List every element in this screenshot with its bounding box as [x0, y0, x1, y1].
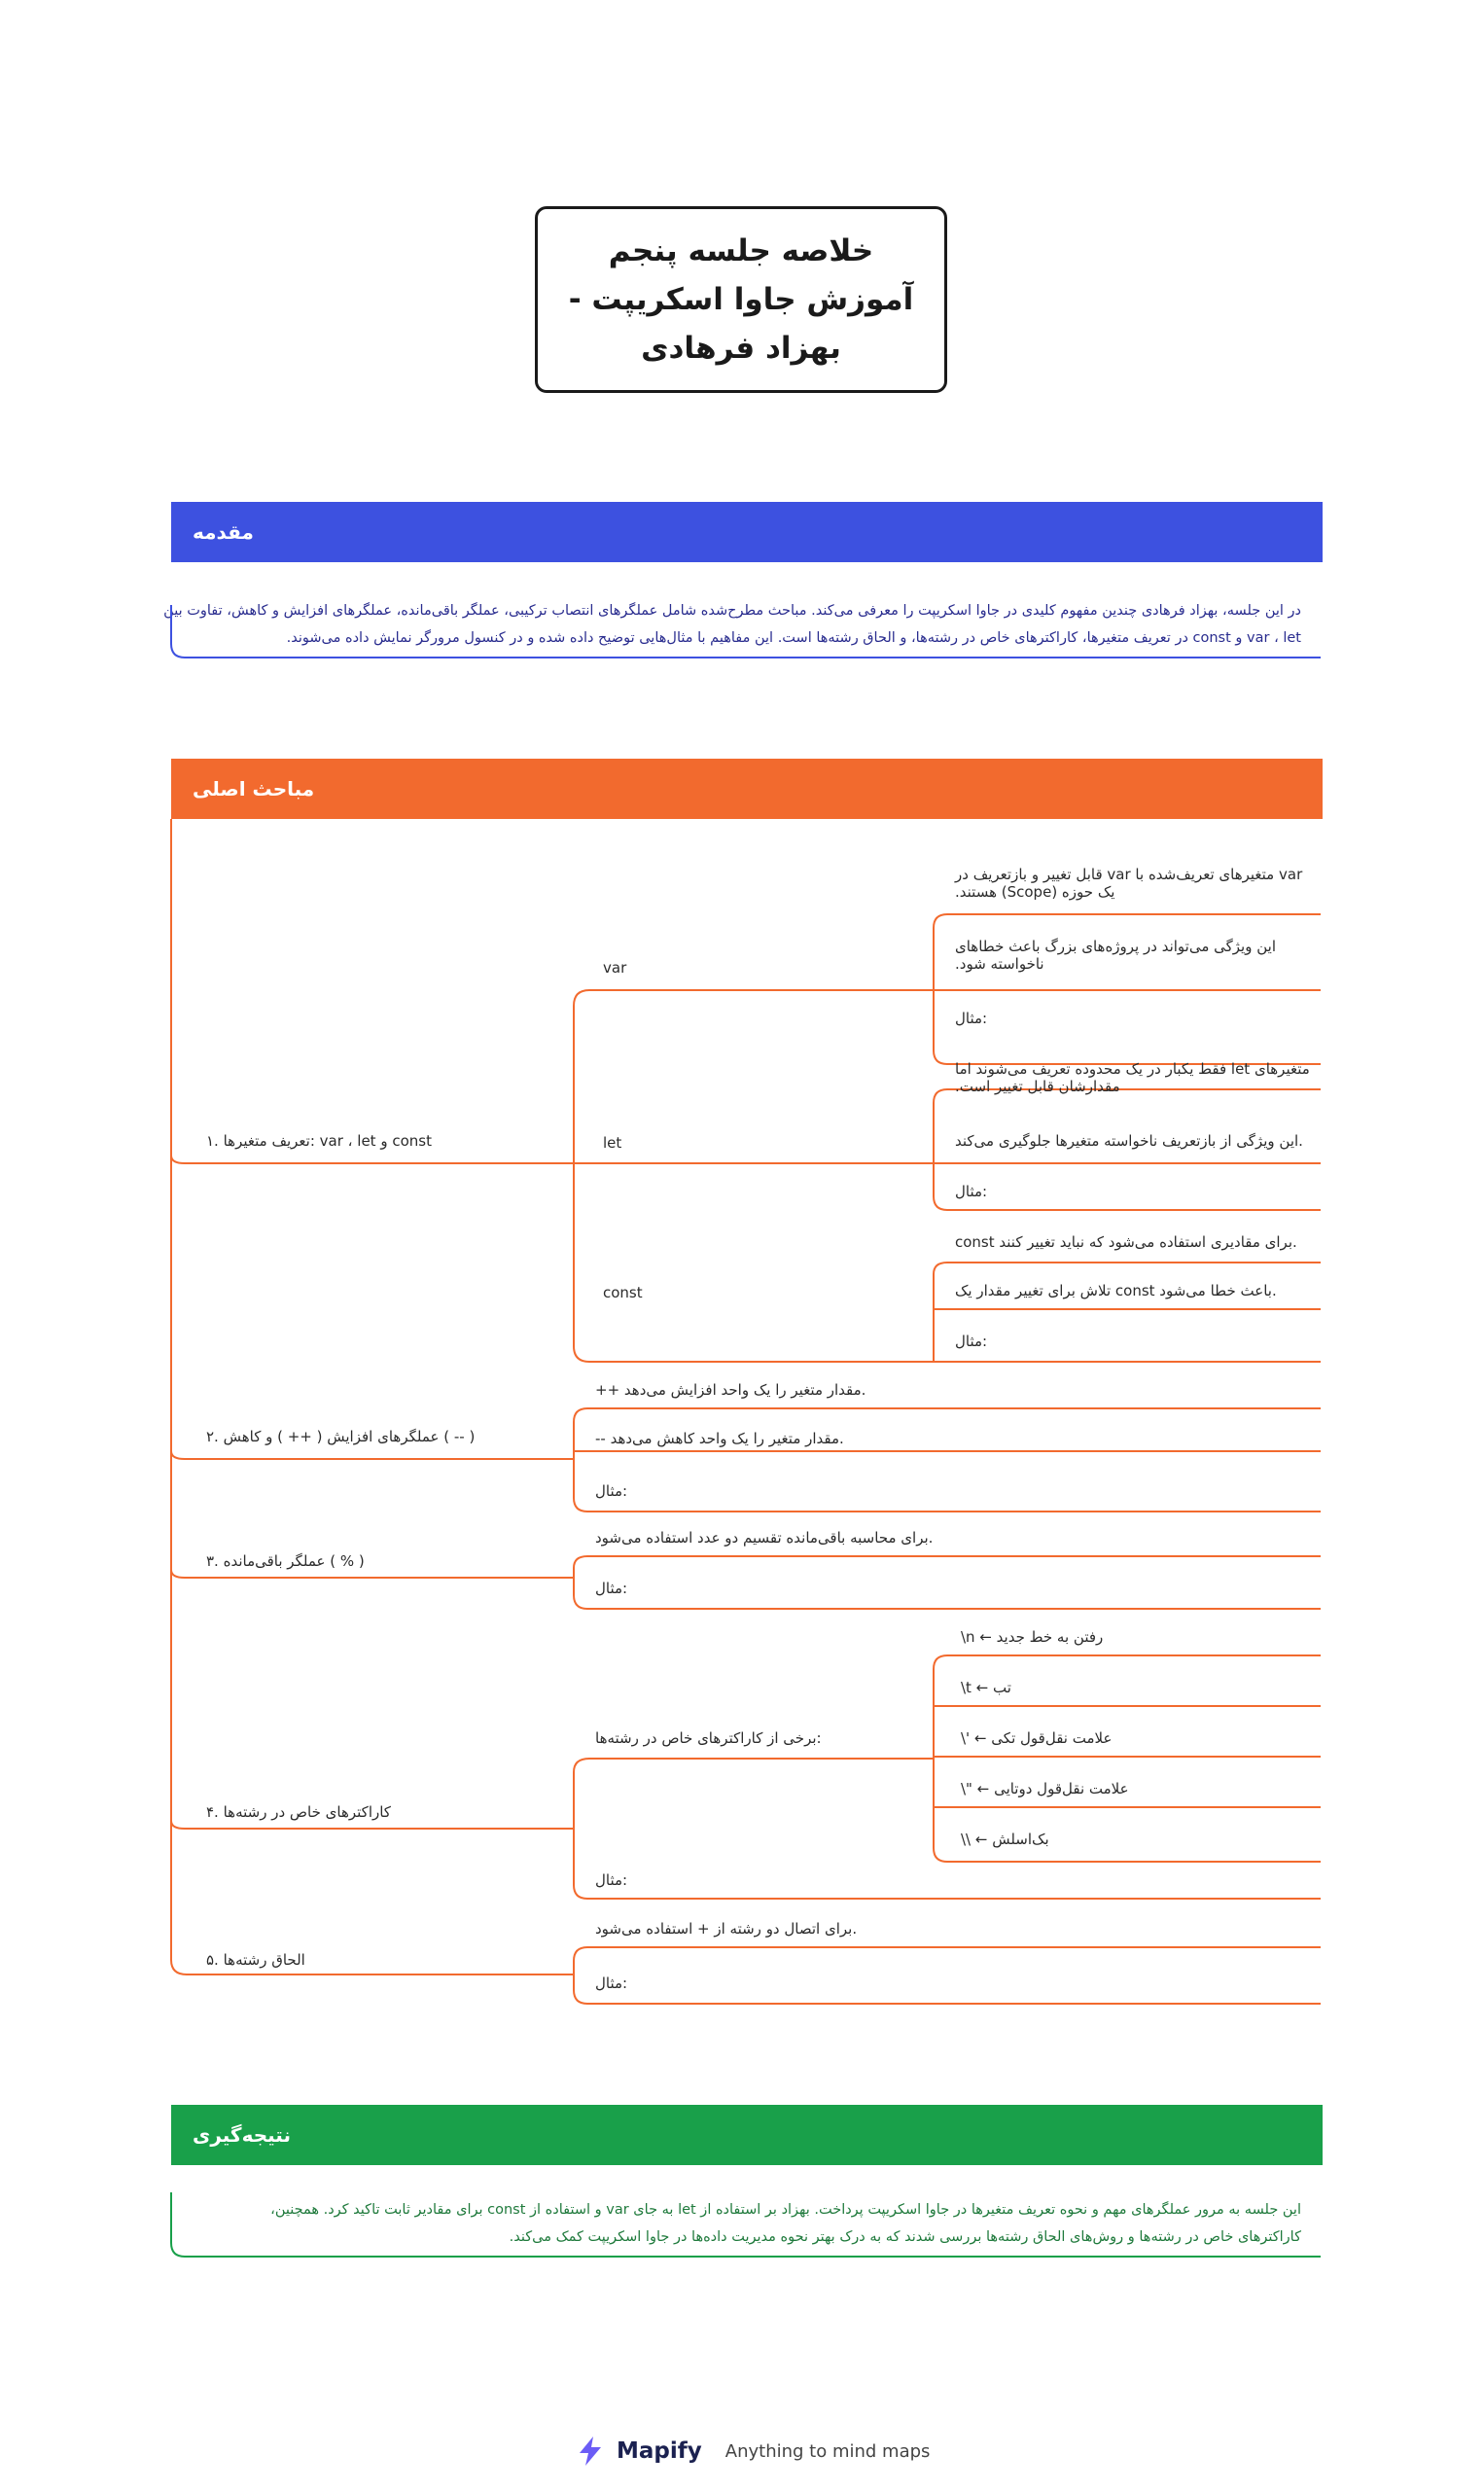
title-line-1: خلاصه جلسه پنجم	[608, 233, 874, 268]
conclusion-line-2: کاراکترهای خاص در رشته‌ها و روش‌های الحاق رشته‌ها بررسی شدند که به درک بهتر نحوه مدیریت داده‌ها در جاوا اسکریپت کمک می‌کند.	[509, 2229, 1301, 2245]
var-example: مثال:	[955, 1010, 988, 1027]
var-node[interactable]: var	[603, 959, 627, 977]
modulo-item: برای محاسبه باقی‌مانده تقسیم دو عدد استفاده می‌شود.	[595, 1529, 934, 1547]
special-char-double-quote: \" ← علامت نقل‌قول دوتایی	[961, 1780, 1129, 1797]
special-char-backslash: \\ ← بک‌اسلش	[961, 1831, 1049, 1848]
const-example: مثال:	[955, 1333, 988, 1350]
special-char-tab: \t ← تب	[961, 1679, 1011, 1696]
modulo-example: مثال:	[595, 1580, 628, 1597]
let-example: مثال:	[955, 1183, 988, 1200]
const-node[interactable]: const	[603, 1284, 643, 1301]
increment-item: ++ مقدار متغیر را یک واحد افزایش می‌دهد.	[595, 1381, 866, 1399]
intro-line-2: var ، let و const در تعریف متغیرها، کاراکترهای خاص در رشته‌ها، و الحاق رشته‌ها است. این مفاهیم با مثال‌هایی توضیح داده شده و در کنسول مرورگر نمایش داده می‌شوند.	[286, 630, 1301, 646]
conclusion-heading-band[interactable]	[171, 2105, 1323, 2165]
let-item-1: متغیرهای let فقط یکبار در یک محدوده تعریف می‌شوند اما مقدارشان قابل تغییر است.	[955, 1060, 1310, 1095]
let-item-2: این ویژگی از بازتعریف ناخواسته متغیرها جلوگیری می‌کند.	[955, 1132, 1303, 1150]
var-item-2: این ویژگی می‌تواند در پروژه‌های بزرگ باعث خطاهای ناخواسته شود.	[955, 938, 1277, 973]
conclusion-line-1: این جلسه به مرور عملگرهای مهم و نحوه تعریف متغیرها در جاوا اسکریپت پرداخت. بهزاد بر استفاده از let به جای var و استفاده از const برای مقادیر ثابت تاکید کرد. همچنین،	[270, 2202, 1301, 2218]
topic-3-label[interactable]: ۳. عملگر باقی‌مانده ( % )	[206, 1552, 365, 1570]
topic-4-label[interactable]: ۴. کاراکترهای خاص در رشته‌ها	[206, 1803, 391, 1821]
conclusion-heading: نتیجه‌گیری	[193, 2123, 291, 2147]
special-char-single-quote: \' ← علامت نقل‌قول تکی	[961, 1729, 1113, 1747]
decrement-item: -- مقدار متغیر را یک واحد کاهش می‌دهد.	[595, 1430, 844, 1447]
footer-tagline: Anything to mind maps	[724, 2440, 931, 2462]
const-item-2: تلاش برای تغییر مقدار یک const باعث خطا می‌شود.	[955, 1282, 1277, 1299]
topic-2-label[interactable]: ۲. عملگرهای افزایش ( ++ ) و کاهش ( -- )	[206, 1428, 476, 1445]
inc-dec-example: مثال:	[595, 1482, 628, 1500]
footer	[574, 2432, 930, 2471]
intro-line-1: در این جلسه، بهزاد فرهادی چندین مفهوم کلیدی در جاوا اسکریپت را معرفی می‌کند. مباحث مطرح‌شده شامل عملگرهای انتصاب ترکیبی، عملگر باقی‌مانده، عملگرهای افزایش و کاهش، تفاوت بین	[163, 603, 1301, 619]
const-item-1: const برای مقادیری استفاده می‌شود که نباید تغییر کنند.	[955, 1233, 1297, 1251]
concat-item: برای اتصال دو رشته از + استفاده می‌شود.	[595, 1920, 858, 1938]
footer-brand[interactable]: Mapify	[617, 2438, 702, 2464]
mapify-logo-icon	[574, 2435, 607, 2468]
let-node[interactable]: let	[603, 1134, 622, 1152]
special-chars-example: مثال:	[595, 1871, 628, 1889]
intro-heading: مقدمه	[193, 520, 254, 544]
title-line-3: بهزاد فرهادی	[641, 331, 841, 366]
topic-5-label[interactable]: ۵. الحاق رشته‌ها	[206, 1951, 305, 1969]
var-item-1: var متغیرهای تعریف‌شده با var قابل تغییر و بازتعریف در یک حوزه (Scope) هستند.	[955, 866, 1303, 901]
topic-1-label[interactable]: ۱. تعریف متغیرها: var ، let و const	[206, 1132, 432, 1150]
title-line-2: آموزش جاوا اسکریپت -	[568, 282, 914, 317]
special-char-newline: \n ← رفتن به خط جدید	[961, 1628, 1104, 1646]
main-heading: مباحث اصلی	[193, 777, 315, 800]
concat-example: مثال:	[595, 1974, 628, 1992]
special-chars-node[interactable]: برخی از کاراکترهای خاص در رشته‌ها:	[595, 1729, 822, 1747]
